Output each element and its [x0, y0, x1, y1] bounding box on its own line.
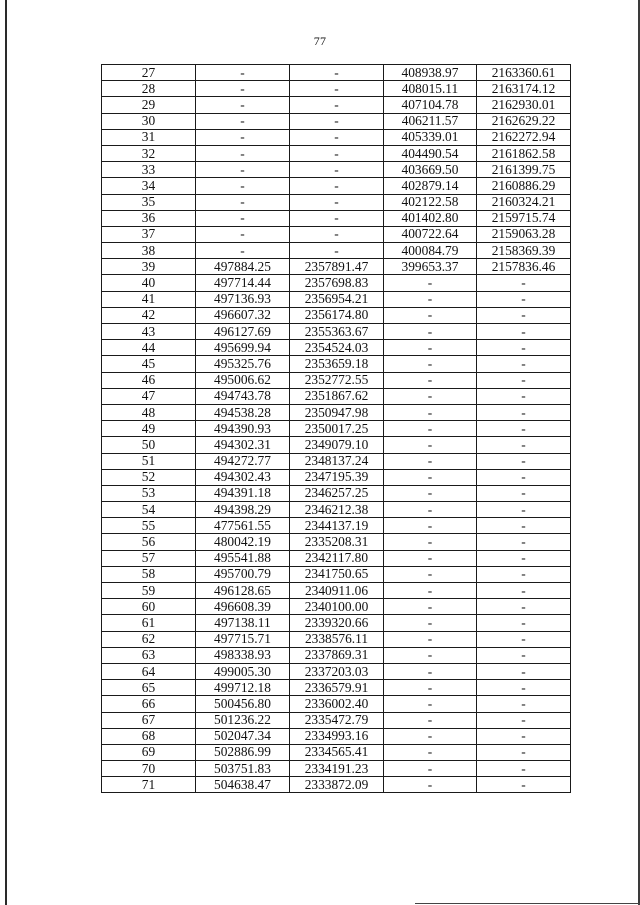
- x-coordinate-cell-a: 504638.47: [196, 777, 290, 793]
- x-coordinate-cell-a: 495699.94: [196, 340, 290, 356]
- y-coordinate-cell-b: -: [477, 518, 571, 534]
- x-coordinate-cell-b: -: [384, 275, 477, 291]
- table-row: [102, 550, 571, 566]
- point-number-cell: 47: [102, 388, 196, 404]
- y-coordinate-cell-a: 2350947.98: [290, 404, 384, 420]
- y-coordinate-cell-b: 2160886.29: [477, 178, 571, 194]
- x-coordinate-cell-a: 480042.19: [196, 534, 290, 550]
- x-coordinate-cell-b: -: [384, 502, 477, 518]
- x-coordinate-cell-b: 402879.14: [384, 178, 477, 194]
- x-coordinate-cell-a: 494391.18: [196, 485, 290, 501]
- x-coordinate-cell-a: 501236.22: [196, 712, 290, 728]
- x-coordinate-cell-a: 497714.44: [196, 275, 290, 291]
- table-row: [102, 259, 571, 275]
- table-row: [102, 502, 571, 518]
- table-row: [102, 631, 571, 647]
- x-coordinate-cell-a: 499005.30: [196, 663, 290, 679]
- x-coordinate-cell-b: 401402.80: [384, 210, 477, 226]
- y-coordinate-cell-a: -: [290, 81, 384, 97]
- point-number-cell: 39: [102, 259, 196, 275]
- x-coordinate-cell-b: -: [384, 663, 477, 679]
- table-row: [102, 566, 571, 582]
- x-coordinate-cell-a: 494390.93: [196, 421, 290, 437]
- x-coordinate-cell-b: 407104.78: [384, 97, 477, 113]
- y-coordinate-cell-a: -: [290, 210, 384, 226]
- table-row: [102, 777, 571, 793]
- x-coordinate-cell-a: 496127.69: [196, 324, 290, 340]
- table-row: [102, 663, 571, 679]
- y-coordinate-cell-b: -: [477, 647, 571, 663]
- y-coordinate-cell-a: -: [290, 97, 384, 113]
- table-row: [102, 65, 571, 81]
- y-coordinate-cell-b: -: [477, 291, 571, 307]
- point-number-cell: 58: [102, 566, 196, 582]
- y-coordinate-cell-a: 2356954.21: [290, 291, 384, 307]
- table-row: [102, 243, 571, 259]
- table-row: [102, 453, 571, 469]
- x-coordinate-cell-b: -: [384, 566, 477, 582]
- table-row: [102, 744, 571, 760]
- y-coordinate-cell-a: 2334565.41: [290, 744, 384, 760]
- x-coordinate-cell-b: -: [384, 583, 477, 599]
- y-coordinate-cell-b: -: [477, 680, 571, 696]
- y-coordinate-cell-a: 2348137.24: [290, 453, 384, 469]
- y-coordinate-cell-a: 2352772.55: [290, 372, 384, 388]
- table-row: [102, 324, 571, 340]
- y-coordinate-cell-b: -: [477, 324, 571, 340]
- x-coordinate-cell-a: 495325.76: [196, 356, 290, 372]
- x-coordinate-cell-b: -: [384, 453, 477, 469]
- point-number-cell: 68: [102, 728, 196, 744]
- point-number-cell: 45: [102, 356, 196, 372]
- table-row: [102, 81, 571, 97]
- point-number-cell: 60: [102, 599, 196, 615]
- x-coordinate-cell-b: 408938.97: [384, 65, 477, 81]
- y-coordinate-cell-a: 2338576.11: [290, 631, 384, 647]
- y-coordinate-cell-b: -: [477, 453, 571, 469]
- y-coordinate-cell-b: -: [477, 583, 571, 599]
- point-number-cell: 63: [102, 647, 196, 663]
- point-number-cell: 43: [102, 324, 196, 340]
- y-coordinate-cell-a: 2335208.31: [290, 534, 384, 550]
- y-coordinate-cell-a: 2336002.40: [290, 696, 384, 712]
- y-coordinate-cell-a: -: [290, 129, 384, 145]
- x-coordinate-cell-b: 403669.50: [384, 162, 477, 178]
- point-number-cell: 67: [102, 712, 196, 728]
- y-coordinate-cell-b: -: [477, 550, 571, 566]
- x-coordinate-cell-b: -: [384, 421, 477, 437]
- y-coordinate-cell-b: 2157836.46: [477, 259, 571, 275]
- point-number-cell: 57: [102, 550, 196, 566]
- y-coordinate-cell-b: 2159715.74: [477, 210, 571, 226]
- y-coordinate-cell-b: -: [477, 696, 571, 712]
- x-coordinate-cell-b: -: [384, 307, 477, 323]
- point-number-cell: 66: [102, 696, 196, 712]
- y-coordinate-cell-b: -: [477, 356, 571, 372]
- table-row: [102, 372, 571, 388]
- y-coordinate-cell-a: 2336579.91: [290, 680, 384, 696]
- x-coordinate-cell-a: 500456.80: [196, 696, 290, 712]
- x-coordinate-cell-b: -: [384, 728, 477, 744]
- table-row: [102, 421, 571, 437]
- point-number-cell: 48: [102, 404, 196, 420]
- table-row: [102, 583, 571, 599]
- table-row: [102, 615, 571, 631]
- y-coordinate-cell-a: 2340911.06: [290, 583, 384, 599]
- x-coordinate-cell-b: 400084.79: [384, 243, 477, 259]
- x-coordinate-cell-b: 404490.54: [384, 145, 477, 161]
- y-coordinate-cell-b: -: [477, 437, 571, 453]
- y-coordinate-cell-b: 2162930.01: [477, 97, 571, 113]
- x-coordinate-cell-b: 405339.01: [384, 129, 477, 145]
- table-row: [102, 388, 571, 404]
- point-number-cell: 28: [102, 81, 196, 97]
- table-row: [102, 356, 571, 372]
- point-number-cell: 53: [102, 485, 196, 501]
- point-number-cell: 27: [102, 65, 196, 81]
- table-row: [102, 437, 571, 453]
- table-row: [102, 97, 571, 113]
- x-coordinate-cell-b: -: [384, 761, 477, 777]
- table-row: [102, 275, 571, 291]
- point-number-cell: 31: [102, 129, 196, 145]
- y-coordinate-cell-a: -: [290, 162, 384, 178]
- x-coordinate-cell-a: 495541.88: [196, 550, 290, 566]
- point-number-cell: 40: [102, 275, 196, 291]
- point-number-cell: 30: [102, 113, 196, 129]
- y-coordinate-cell-b: -: [477, 372, 571, 388]
- x-coordinate-cell-a: -: [196, 243, 290, 259]
- y-coordinate-cell-a: -: [290, 226, 384, 242]
- y-coordinate-cell-b: -: [477, 307, 571, 323]
- y-coordinate-cell-b: -: [477, 421, 571, 437]
- y-coordinate-cell-a: 2335472.79: [290, 712, 384, 728]
- x-coordinate-cell-b: 399653.37: [384, 259, 477, 275]
- point-number-cell: 49: [102, 421, 196, 437]
- x-coordinate-cell-a: 495006.62: [196, 372, 290, 388]
- table-row: [102, 518, 571, 534]
- table-row: [102, 194, 571, 210]
- x-coordinate-cell-b: -: [384, 631, 477, 647]
- x-coordinate-cell-b: -: [384, 485, 477, 501]
- x-coordinate-cell-a: -: [196, 194, 290, 210]
- y-coordinate-cell-b: -: [477, 599, 571, 615]
- table-row: [102, 307, 571, 323]
- point-number-cell: 34: [102, 178, 196, 194]
- table-row: [102, 469, 571, 485]
- table-row: [102, 145, 571, 161]
- table-row: [102, 761, 571, 777]
- table-row: [102, 404, 571, 420]
- y-coordinate-cell-a: 2353659.18: [290, 356, 384, 372]
- x-coordinate-cell-a: 499712.18: [196, 680, 290, 696]
- x-coordinate-cell-b: 400722.64: [384, 226, 477, 242]
- y-coordinate-cell-b: -: [477, 502, 571, 518]
- table-row: [102, 291, 571, 307]
- y-coordinate-cell-a: -: [290, 178, 384, 194]
- y-coordinate-cell-a: 2346257.25: [290, 485, 384, 501]
- point-number-cell: 61: [102, 615, 196, 631]
- y-coordinate-cell-a: 2351867.62: [290, 388, 384, 404]
- coordinates-table: [101, 64, 571, 793]
- x-coordinate-cell-b: -: [384, 324, 477, 340]
- y-coordinate-cell-a: 2357891.47: [290, 259, 384, 275]
- x-coordinate-cell-b: -: [384, 696, 477, 712]
- point-number-cell: 59: [102, 583, 196, 599]
- table-row: [102, 647, 571, 663]
- point-number-cell: 37: [102, 226, 196, 242]
- y-coordinate-cell-a: 2333872.09: [290, 777, 384, 793]
- x-coordinate-cell-b: -: [384, 469, 477, 485]
- table-row: [102, 485, 571, 501]
- x-coordinate-cell-b: -: [384, 372, 477, 388]
- y-coordinate-cell-a: 2350017.25: [290, 421, 384, 437]
- x-coordinate-cell-b: -: [384, 744, 477, 760]
- point-number-cell: 62: [102, 631, 196, 647]
- x-coordinate-cell-a: 494743.78: [196, 388, 290, 404]
- y-coordinate-cell-b: -: [477, 566, 571, 582]
- point-number-cell: 69: [102, 744, 196, 760]
- y-coordinate-cell-a: -: [290, 113, 384, 129]
- x-coordinate-cell-a: -: [196, 113, 290, 129]
- y-coordinate-cell-b: -: [477, 340, 571, 356]
- x-coordinate-cell-a: 502886.99: [196, 744, 290, 760]
- table-row: [102, 113, 571, 129]
- x-coordinate-cell-b: 402122.58: [384, 194, 477, 210]
- x-coordinate-cell-a: 494302.31: [196, 437, 290, 453]
- x-coordinate-cell-b: 406211.57: [384, 113, 477, 129]
- point-number-cell: 50: [102, 437, 196, 453]
- scan-bottom-line: [415, 903, 640, 904]
- y-coordinate-cell-a: 2356174.80: [290, 307, 384, 323]
- point-number-cell: 42: [102, 307, 196, 323]
- y-coordinate-cell-a: 2340100.00: [290, 599, 384, 615]
- x-coordinate-cell-b: -: [384, 356, 477, 372]
- point-number-cell: 56: [102, 534, 196, 550]
- x-coordinate-cell-a: -: [196, 162, 290, 178]
- table-row: [102, 534, 571, 550]
- scan-left-edge: [5, 0, 7, 905]
- y-coordinate-cell-a: 2339320.66: [290, 615, 384, 631]
- table-row: [102, 680, 571, 696]
- point-number-cell: 35: [102, 194, 196, 210]
- x-coordinate-cell-b: -: [384, 712, 477, 728]
- y-coordinate-cell-b: -: [477, 761, 571, 777]
- x-coordinate-cell-a: 496608.39: [196, 599, 290, 615]
- y-coordinate-cell-a: 2334993.16: [290, 728, 384, 744]
- y-coordinate-cell-a: 2346212.38: [290, 502, 384, 518]
- y-coordinate-cell-b: -: [477, 534, 571, 550]
- point-number-cell: 52: [102, 469, 196, 485]
- point-number-cell: 51: [102, 453, 196, 469]
- point-number-cell: 71: [102, 777, 196, 793]
- table-row: [102, 340, 571, 356]
- table-row: [102, 162, 571, 178]
- y-coordinate-cell-a: 2347195.39: [290, 469, 384, 485]
- y-coordinate-cell-b: -: [477, 631, 571, 647]
- page-number: 77: [313, 34, 327, 48]
- y-coordinate-cell-a: -: [290, 194, 384, 210]
- y-coordinate-cell-b: 2163174.12: [477, 81, 571, 97]
- x-coordinate-cell-b: -: [384, 404, 477, 420]
- x-coordinate-cell-a: -: [196, 226, 290, 242]
- x-coordinate-cell-b: -: [384, 437, 477, 453]
- table-row: [102, 712, 571, 728]
- y-coordinate-cell-a: -: [290, 65, 384, 81]
- y-coordinate-cell-b: -: [477, 388, 571, 404]
- y-coordinate-cell-a: 2342117.80: [290, 550, 384, 566]
- point-number-cell: 55: [102, 518, 196, 534]
- y-coordinate-cell-a: 2341750.65: [290, 566, 384, 582]
- y-coordinate-cell-a: -: [290, 243, 384, 259]
- y-coordinate-cell-b: -: [477, 404, 571, 420]
- point-number-cell: 64: [102, 663, 196, 679]
- x-coordinate-cell-b: 408015.11: [384, 81, 477, 97]
- x-coordinate-cell-a: 494272.77: [196, 453, 290, 469]
- x-coordinate-cell-b: -: [384, 615, 477, 631]
- table-row: [102, 210, 571, 226]
- y-coordinate-cell-a: 2344137.19: [290, 518, 384, 534]
- y-coordinate-cell-b: 2161399.75: [477, 162, 571, 178]
- x-coordinate-cell-b: -: [384, 647, 477, 663]
- point-number-cell: 65: [102, 680, 196, 696]
- y-coordinate-cell-b: 2159063.28: [477, 226, 571, 242]
- y-coordinate-cell-b: -: [477, 485, 571, 501]
- x-coordinate-cell-a: -: [196, 129, 290, 145]
- point-number-cell: 32: [102, 145, 196, 161]
- y-coordinate-cell-b: -: [477, 469, 571, 485]
- x-coordinate-cell-b: -: [384, 599, 477, 615]
- x-coordinate-cell-a: 497136.93: [196, 291, 290, 307]
- y-coordinate-cell-b: 2163360.61: [477, 65, 571, 81]
- x-coordinate-cell-b: -: [384, 291, 477, 307]
- point-number-cell: 33: [102, 162, 196, 178]
- x-coordinate-cell-a: 477561.55: [196, 518, 290, 534]
- x-coordinate-cell-a: 498338.93: [196, 647, 290, 663]
- x-coordinate-cell-b: -: [384, 777, 477, 793]
- x-coordinate-cell-b: -: [384, 518, 477, 534]
- y-coordinate-cell-a: 2349079.10: [290, 437, 384, 453]
- x-coordinate-cell-b: -: [384, 680, 477, 696]
- table-row: [102, 129, 571, 145]
- table-row: [102, 178, 571, 194]
- point-number-cell: 44: [102, 340, 196, 356]
- point-number-cell: 54: [102, 502, 196, 518]
- y-coordinate-cell-b: -: [477, 777, 571, 793]
- y-coordinate-cell-b: -: [477, 663, 571, 679]
- y-coordinate-cell-b: -: [477, 615, 571, 631]
- coordinates-table-body: [102, 65, 571, 793]
- x-coordinate-cell-a: -: [196, 81, 290, 97]
- point-number-cell: 36: [102, 210, 196, 226]
- x-coordinate-cell-a: -: [196, 210, 290, 226]
- y-coordinate-cell-b: -: [477, 712, 571, 728]
- y-coordinate-cell-a: 2357698.83: [290, 275, 384, 291]
- x-coordinate-cell-b: -: [384, 340, 477, 356]
- y-coordinate-cell-a: 2337869.31: [290, 647, 384, 663]
- y-coordinate-cell-a: 2354524.03: [290, 340, 384, 356]
- table-row: [102, 728, 571, 744]
- y-coordinate-cell-a: 2355363.67: [290, 324, 384, 340]
- x-coordinate-cell-a: 496607.32: [196, 307, 290, 323]
- y-coordinate-cell-b: -: [477, 728, 571, 744]
- x-coordinate-cell-a: 502047.34: [196, 728, 290, 744]
- x-coordinate-cell-b: -: [384, 534, 477, 550]
- x-coordinate-cell-a: 494538.28: [196, 404, 290, 420]
- y-coordinate-cell-b: 2160324.21: [477, 194, 571, 210]
- x-coordinate-cell-b: -: [384, 550, 477, 566]
- x-coordinate-cell-a: -: [196, 178, 290, 194]
- table-row: [102, 599, 571, 615]
- x-coordinate-cell-a: -: [196, 65, 290, 81]
- point-number-cell: 41: [102, 291, 196, 307]
- y-coordinate-cell-a: 2337203.03: [290, 663, 384, 679]
- point-number-cell: 70: [102, 761, 196, 777]
- table-row: [102, 696, 571, 712]
- y-coordinate-cell-b: 2158369.39: [477, 243, 571, 259]
- y-coordinate-cell-b: 2161862.58: [477, 145, 571, 161]
- y-coordinate-cell-b: -: [477, 275, 571, 291]
- y-coordinate-cell-b: 2162629.22: [477, 113, 571, 129]
- x-coordinate-cell-a: 495700.79: [196, 566, 290, 582]
- x-coordinate-cell-a: -: [196, 97, 290, 113]
- x-coordinate-cell-a: 494302.43: [196, 469, 290, 485]
- y-coordinate-cell-b: -: [477, 744, 571, 760]
- point-number-cell: 46: [102, 372, 196, 388]
- x-coordinate-cell-a: 494398.29: [196, 502, 290, 518]
- x-coordinate-cell-b: -: [384, 388, 477, 404]
- point-number-cell: 38: [102, 243, 196, 259]
- x-coordinate-cell-a: 503751.83: [196, 761, 290, 777]
- table-row: [102, 226, 571, 242]
- point-number-cell: 29: [102, 97, 196, 113]
- y-coordinate-cell-a: 2334191.23: [290, 761, 384, 777]
- x-coordinate-cell-a: 497138.11: [196, 615, 290, 631]
- x-coordinate-cell-a: 497715.71: [196, 631, 290, 647]
- x-coordinate-cell-a: -: [196, 145, 290, 161]
- y-coordinate-cell-b: 2162272.94: [477, 129, 571, 145]
- x-coordinate-cell-a: 497884.25: [196, 259, 290, 275]
- x-coordinate-cell-a: 496128.65: [196, 583, 290, 599]
- y-coordinate-cell-a: -: [290, 145, 384, 161]
